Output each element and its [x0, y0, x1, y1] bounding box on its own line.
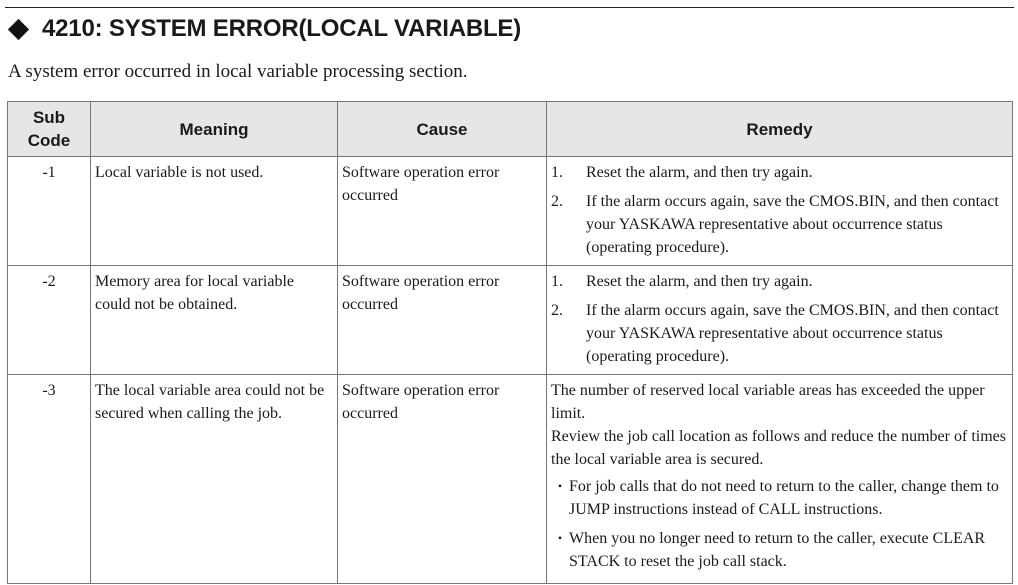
intro-text: A system error occurred in local variable processing section.: [8, 61, 468, 82]
sub-code-cell: -3: [8, 375, 91, 584]
remedy-step: 1. Reset the alarm, and then try again.: [551, 164, 813, 181]
meaning-cell: Memory area for local variable could not be obtained.: [91, 266, 338, 375]
header-remedy: Remedy: [547, 102, 1013, 157]
page-heading: [8, 14, 521, 44]
sub-code-cell: -1: [8, 157, 91, 266]
remedy-bullet-item: • When you no longer need to return to the caller, execute CLEAR STACK to reset the job call stack.: [551, 527, 1008, 573]
remedy-step: 2. If the alarm occurs again, save the CMOS.BIN, and then contact your YASKAWA representative about occurrence status (operating procedure).: [551, 193, 999, 256]
bullet-dot-icon: •: [557, 531, 563, 545]
table-row: [8, 375, 1013, 584]
header-cause: Cause: [338, 102, 547, 157]
table-row: [8, 266, 1013, 375]
remedy-step: 2. If the alarm occurs again, save the CMOS.BIN, and then contact your YASKAWA representative about occurrence status (operating procedure).: [551, 302, 999, 365]
remedy-cell: [547, 266, 1013, 375]
remedy-paragraph: The number of reserved local variable areas has exceeded the upper limit.: [551, 382, 985, 422]
remedy-step: 1. Reset the alarm, and then try again.: [551, 273, 813, 290]
top-rule: [5, 7, 1014, 8]
alarm-table: [7, 101, 1013, 584]
remedy-paragraph: Review the job call location as follows and reduce the number of times the local variable area is secured.: [551, 428, 1006, 468]
table-row: [8, 157, 1013, 266]
table-header-row: [8, 102, 1013, 157]
header-meaning: Meaning: [91, 102, 338, 157]
page-title: 4210: SYSTEM ERROR(LOCAL VARIABLE): [42, 15, 522, 42]
diamond-bullet-icon: [8, 18, 29, 39]
meaning-cell: The local variable area could not be secured when calling the job.: [91, 375, 338, 584]
remedy-bullet-item: • For job calls that do not need to return to the caller, change them to JUMP instructions instead of CALL instructions.: [551, 475, 1008, 521]
cause-cell: Software operation error occurred: [338, 157, 547, 266]
remedy-cell: [547, 157, 1013, 266]
meaning-cell: Local variable is not used.: [91, 157, 338, 266]
remedy-cell: [547, 375, 1013, 584]
header-sub-code: Sub Code: [8, 102, 91, 157]
bullet-dot-icon: •: [557, 479, 563, 493]
cause-cell: Software operation error occurred: [338, 375, 547, 584]
cause-cell: Software operation error occurred: [338, 266, 547, 375]
sub-code-cell: -2: [8, 266, 91, 375]
